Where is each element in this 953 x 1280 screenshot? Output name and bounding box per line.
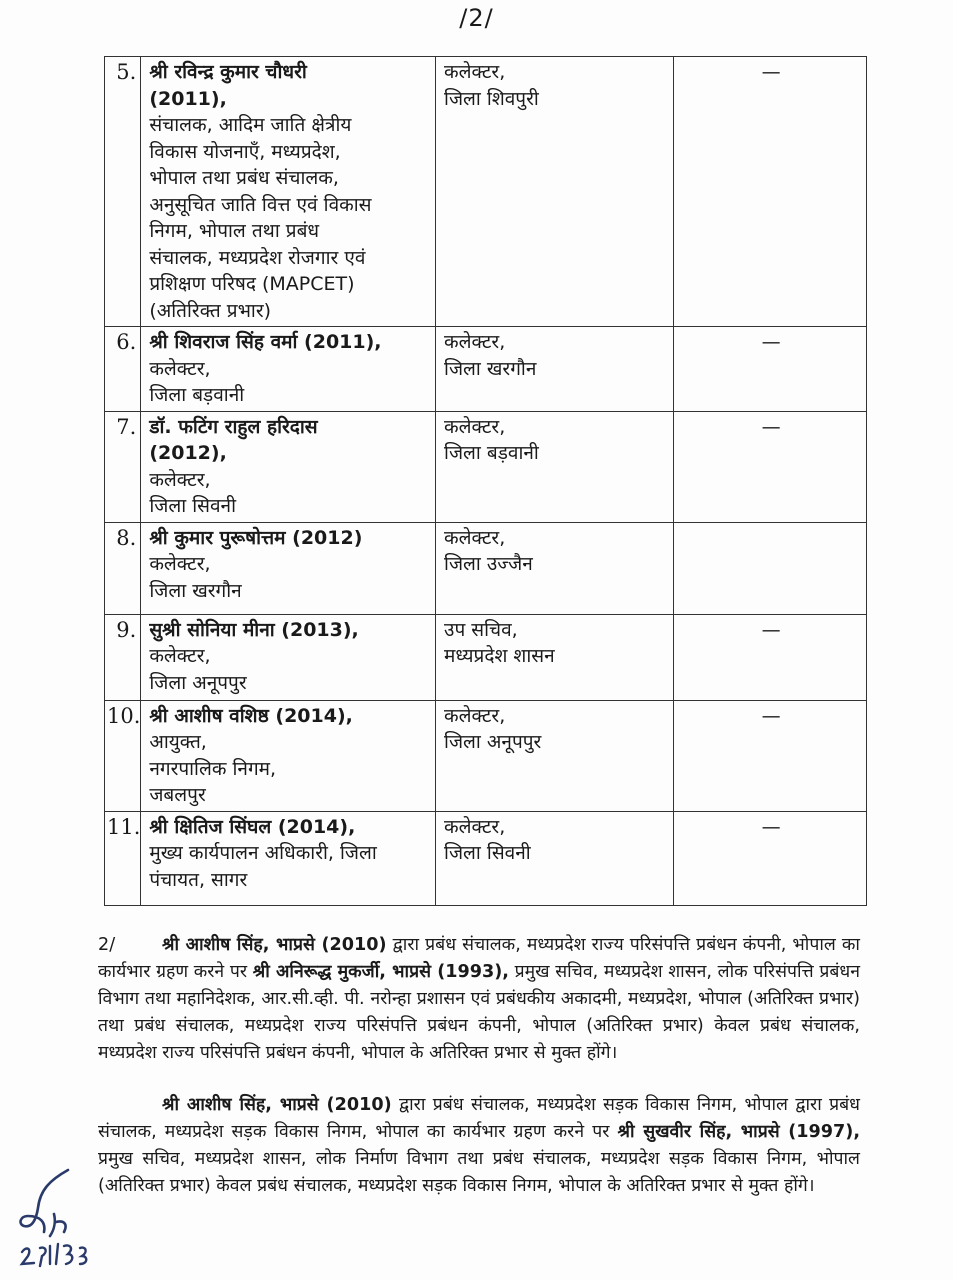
remark-cell: — (674, 700, 867, 811)
officer-cell (141, 700, 436, 811)
paragraph-text: द्वारा प्रबंध संचालक, मध्यप्रदेश सड़क विकास निगम, भोपाल द्वारा प्रबंध संचालक, मध्यप्रदेश सड़क विकास निगम, भोपाल का कार्यभार ग्रहण करने पर (98, 1095, 860, 1142)
paragraph-3 (98, 1092, 860, 1200)
new-posting-cell (436, 614, 674, 700)
new-posting-line: कलेक्टर, (444, 526, 506, 549)
remark-cell: — (674, 614, 867, 700)
current-posting-line: जिला खरगौन (149, 579, 242, 602)
current-posting-line: जिला बड़वानी (149, 384, 245, 406)
current-posting-line: संचालक, मध्यप्रदेश रोजगार एवं (149, 246, 366, 269)
new-posting-line: जिला खरगौन (444, 357, 537, 380)
officer-name: श्री क्षितिज सिंघल (2014), (149, 815, 356, 838)
officer-batch: (2012), (149, 442, 227, 464)
officer-name-bold: श्री आशीष सिंह, भाप्रसे (2010) (162, 935, 387, 955)
current-posting-line: संचालक, आदिम जाति क्षेत्रीय (149, 114, 352, 136)
row-number: 10. (105, 700, 141, 811)
table-row (105, 327, 867, 412)
officer-name-bold: श्री सुखवीर सिंह, भाप्रसे (1997), (617, 1122, 861, 1142)
paragraph-text: प्रमुख सचिव, मध्यप्रदेश शासन, लोक परिसंपत्ति प्रबंधन विभाग तथा महानिदेशक, आर.सी.व्ही. पी. नरोन्हा प्रशासन एवं प्रबंधकीय अकादमी, मध्यप्रदेश, भोपाल (अतिरिक्त प्रभार) तथा प्रबंध संचालक, मध्यप्रदेश राज्य परिसंपत्ति प्रबंधन कंपनी, भोपाल (अतिरिक्त प्रभार) केवल प्रबंध संचालक, मध्यप्रदेश राज्य परिसंपत्ति प्रबंधन कंपनी, भोपाल के अतिरिक्त प्रभार से मुक्त होंगे। (98, 962, 860, 1063)
officer-name: डॉ. फटिंग राहुल हरिदास (149, 415, 318, 438)
remark-cell: — (674, 327, 867, 412)
row-number: 6. (105, 327, 141, 412)
current-posting-line: मुख्य कार्यपालन अधिकारी, जिला (149, 842, 377, 864)
officer-cell (141, 327, 436, 412)
new-posting-line: जिला सिवनी (444, 842, 531, 864)
officer-name-bold: श्री आशीष सिंह, भाप्रसे (2010) (162, 1095, 392, 1115)
paragraph-2 (98, 932, 860, 1067)
current-posting-line: भोपाल तथा प्रबंध संचालक, (149, 167, 339, 189)
new-posting-cell (436, 700, 674, 811)
officer-name: श्री शिवराज सिंह वर्मा (2011), (149, 331, 382, 353)
new-posting-line: कलेक्टर, (444, 704, 506, 727)
officer-name: सुश्री सोनिया मीना (2013), (149, 618, 359, 641)
officer-name: श्री रविन्द्र कुमार चौधरी (149, 61, 307, 83)
current-posting-line: कलेक्टर, (149, 357, 211, 380)
paragraph-text: द्वारा प्रबंध संचालक, मध्यप्रदेश राज्य परिसंपत्ति प्रबंधन कंपनी, भोपाल का कार्यभार ग्रहण करने पर (98, 935, 860, 982)
current-posting-line: जबलपुर (149, 784, 206, 806)
new-posting-cell (436, 57, 674, 327)
table-row (105, 57, 867, 327)
current-posting-line: प्रशिक्षण परिषद (MAPCET) (149, 273, 355, 295)
page-number: /2/ (459, 4, 494, 32)
table-row (105, 700, 867, 811)
new-posting-cell (436, 811, 674, 905)
new-posting-line: उप सचिव, (444, 618, 518, 641)
remark-cell: — (674, 57, 867, 327)
officer-cell (141, 614, 436, 700)
new-posting-line: कलेक्टर, (444, 415, 506, 438)
transfer-orders-table (104, 56, 867, 906)
current-posting-line: (अतिरिक्त प्रभार) (149, 299, 272, 322)
new-posting-line: कलेक्टर, (444, 331, 506, 353)
current-posting-line: विकास योजनाएँ, मध्यप्रदेश, (149, 140, 341, 163)
current-posting-line: निगम, भोपाल तथा प्रबंध (149, 220, 320, 242)
new-posting-line: कलेक्टर, (444, 815, 506, 838)
current-posting-line: जिला सिवनी (149, 495, 236, 517)
new-posting-line: जिला उज्जैन (444, 553, 533, 575)
officer-name-bold: श्री अनिरूद्ध मुकर्जी, भाप्रसे (1993), (252, 962, 509, 982)
officer-cell (141, 57, 436, 327)
table-row (105, 811, 867, 905)
current-posting-line: जिला अनूपपुर (149, 671, 247, 694)
current-posting-line: अनुसूचित जाति वित्त एवं विकास (149, 193, 372, 216)
table-row (105, 614, 867, 700)
current-posting-line: पंचायत, सागर (149, 868, 248, 891)
row-number: 7. (105, 411, 141, 522)
row-number: 11. (105, 811, 141, 905)
paragraph-text: प्रमुख सचिव, मध्यप्रदेश शासन, लोक निर्माण विभाग तथा प्रबंध संचालक, मध्यप्रदेश सड़क विकास निगम, भोपाल (अतिरिक्त प्रभार) केवल प्रबंध संचालक, मध्यप्रदेश सड़क विकास निगम, भोपाल के अतिरिक्त प्रभार से मुक्त होंगे। (98, 1149, 860, 1196)
new-posting-line: मध्यप्रदेश शासन (444, 645, 555, 667)
current-posting-line: कलेक्टर, (149, 553, 211, 575)
officer-name: श्री कुमार पुरूषोत्तम (2012) (149, 526, 363, 549)
table-row (105, 411, 867, 522)
new-posting-line: जिला बड़वानी (444, 442, 539, 464)
row-number: 8. (105, 522, 141, 614)
remark-cell: — (674, 811, 867, 905)
paragraph-number: 2/ (98, 935, 116, 955)
new-posting-cell (436, 522, 674, 614)
new-posting-line: जिला अनूपपुर (444, 731, 542, 753)
table-body (105, 57, 867, 906)
remark-cell (674, 522, 867, 614)
handwritten-signature (10, 1160, 100, 1270)
new-posting-line: जिला शिवपुरी (444, 87, 539, 110)
new-posting-line: कलेक्टर, (444, 61, 506, 83)
officer-cell (141, 411, 436, 522)
row-number: 5. (105, 57, 141, 327)
new-posting-cell (436, 327, 674, 412)
remark-cell: — (674, 411, 867, 522)
new-posting-cell (436, 411, 674, 522)
row-number: 9. (105, 614, 141, 700)
current-posting-line: आयुक्त, (149, 731, 207, 753)
officer-cell (141, 522, 436, 614)
current-posting-line: कलेक्टर, (149, 645, 211, 667)
officer-name: श्री आशीष वशिष्ठ (2014), (149, 704, 353, 727)
table-row (105, 522, 867, 614)
officer-batch: (2011), (149, 87, 227, 110)
officer-cell (141, 811, 436, 905)
current-posting-line: नगरपालिक निगम, (149, 757, 277, 780)
current-posting-line: कलेक्टर, (149, 468, 211, 491)
